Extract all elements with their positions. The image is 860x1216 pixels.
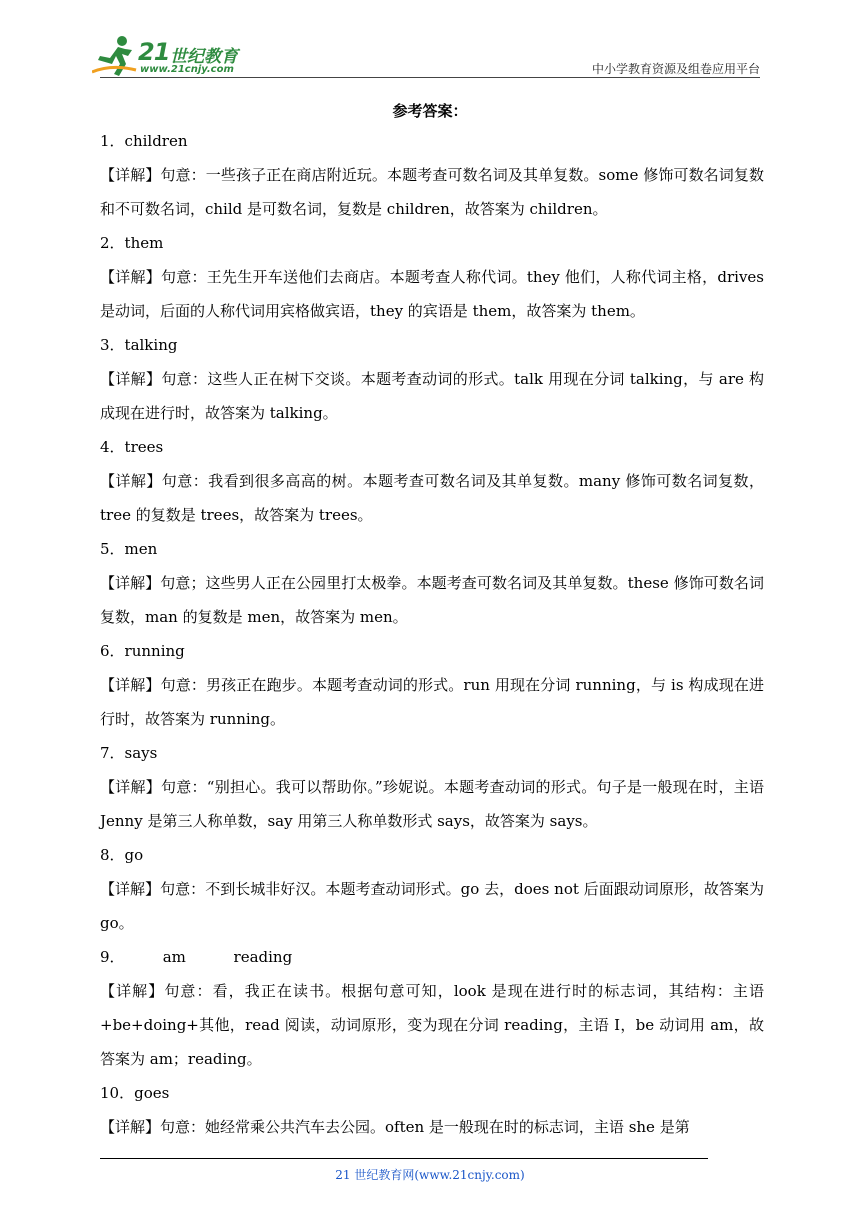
site-logo — [92, 34, 262, 78]
answer-head: 10．goes — [100, 1084, 170, 1102]
runner-logo-icon — [92, 34, 138, 78]
logo-url: www.21cnjy.com — [140, 64, 234, 75]
answer-head: 7．says — [100, 744, 158, 762]
answer-detail: 【详解】句意：一些孩子正在商店附近玩。本题考查可数名词及其单复数。some 修饰可数名词复数和不可数名词，child 是可数名词，复数是 children，故答案为 children。 — [100, 166, 764, 218]
answer-item — [100, 940, 764, 1076]
page-header — [92, 26, 760, 80]
answer-item — [100, 736, 764, 838]
answer-head: 3．talking — [100, 336, 178, 354]
answer-head: 8．go — [100, 846, 144, 864]
answer-item — [100, 226, 764, 328]
answer-item — [100, 124, 764, 226]
answer-item — [100, 634, 764, 736]
page-title: 参考答案： — [392, 102, 468, 120]
header-divider — [100, 77, 760, 78]
footer-divider — [100, 1158, 708, 1159]
answer-detail: 【详解】句意：这些人正在树下交谈。本题考查动词的形式。talk 用现在分词 talking，与 are 构成现在进行时，故答案为 talking。 — [100, 370, 764, 422]
logo-number: 21 — [138, 38, 170, 66]
footer-text: 21 世纪教育网(www.21cnjy.com) — [335, 1168, 525, 1182]
answer-head: 9． am reading — [100, 948, 293, 966]
answer-item — [100, 838, 764, 940]
answer-detail: 【详解】句意：王先生开车送他们去商店。本题考查人称代词。they 他们，人称代词主格，drives 是动词，后面的人称代词用宾格做宾语，they 的宾语是 them，故答案为 them。 — [100, 268, 764, 320]
answer-head: 6．running — [100, 642, 185, 660]
logo-text: 世纪教育 — [170, 47, 238, 67]
answer-item — [100, 328, 764, 430]
answer-detail: 【详解】句意：不到长城非好汉。本题考查动词形式。go 去，does not 后面跟动词原形，故答案为 go。 — [100, 880, 764, 932]
answer-item — [100, 430, 764, 532]
answer-item — [100, 1076, 764, 1144]
answer-list — [100, 124, 764, 1144]
answer-detail: 【详解】句意：男孩正在跑步。本题考查动词的形式。run 用现在分词 running，与 is 构成现在进行时，故答案为 running。 — [100, 676, 764, 728]
answer-detail: 【详解】句意：看，我正在读书。根据句意可知，look 是现在进行时的标志词，其结构：主语+be+doing+其他，read 阅读，动词原形，变为现在分词 reading，主语 I，be 动词用 am，故答案为 am；reading。 — [100, 982, 764, 1068]
answer-head: 2．them — [100, 234, 164, 252]
answer-detail: 【详解】句意：我看到很多高高的树。本题考查可数名词及其单复数。many 修饰可数名词复数，tree 的复数是 trees，故答案为 trees。 — [100, 472, 764, 524]
answer-detail: 【详解】句意；这些男人正在公园里打太极拳。本题考查可数名词及其单复数。these 修饰可数名词复数，man 的复数是 men，故答案为 men。 — [100, 574, 764, 626]
answer-head: 5．men — [100, 540, 158, 558]
answer-detail: 【详解】句意：她经常乘公共汽车去公园。often 是一般现在时的标志词，主语 she 是第 — [100, 1118, 690, 1136]
answer-detail: 【详解】句意：“别担心。我可以帮助你。”珍妮说。本题考查动词的形式。句子是一般现在时，主语 Jenny 是第三人称单数，say 用第三人称单数形式 says，故答案为 says。 — [100, 778, 764, 830]
answer-head: 4．trees — [100, 438, 164, 456]
header-platform-text: 中小学教育资源及组卷应用平台 — [591, 62, 760, 76]
answer-head: 1．children — [100, 132, 188, 150]
answer-item — [100, 532, 764, 634]
